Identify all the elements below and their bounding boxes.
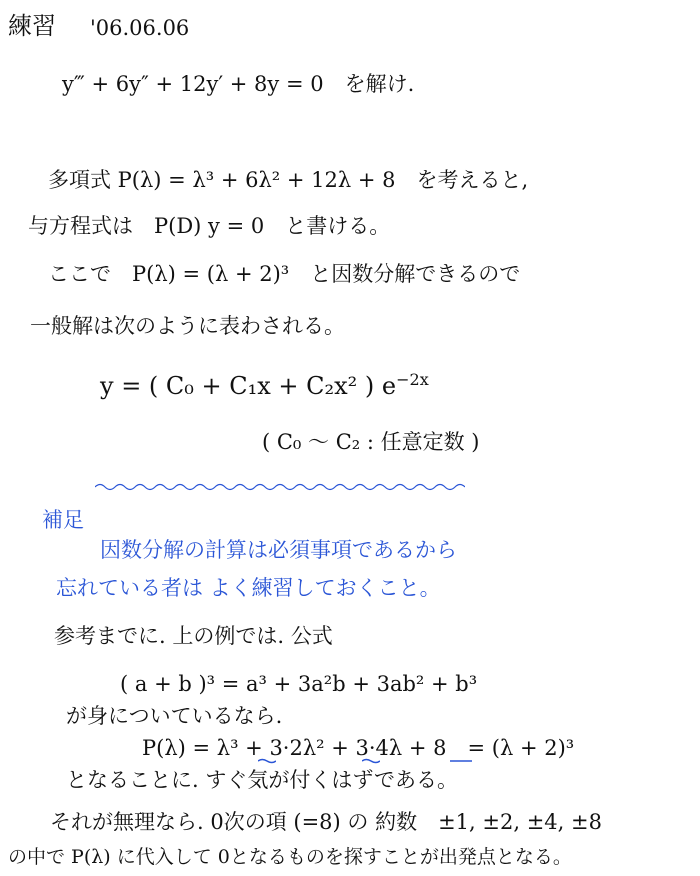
solution-line-1: 多項式 P(λ) = λ³ + 6λ² + 12λ + 8 を考えると, [48,168,529,192]
reference-line-4: それが無理なら. 0次の項 (=8) の 約数 ±1, ±2, ±4, ±8 [50,810,602,834]
general-solution-body: y = ( C₀ + C₁x + C₂x² ) e [100,372,397,400]
reference-expansion: P(λ) = λ³ + 3·2λ² + 3·4λ + 8 = (λ + 2)³ [142,736,575,760]
reference-line-1: 参考までに. 上の例では. 公式 [54,624,333,648]
supplement-line-1: 因数分解の計算は必須事項であるから [100,538,457,562]
underline-coefficient-4 [362,758,380,764]
header-title: 練習 [8,12,56,40]
solution-line-4: 一般解は次のように表わされる。 [30,314,345,338]
reference-line-2: が身についているなら. [66,704,283,728]
supplement-line-2: 忘れている者は よく練習しておくこと。 [56,576,441,600]
header-date: '06.06.06 [90,16,190,40]
reference-line-5: の中で P(λ) に代入して 0となるものを探すことが出発点となる。 [8,846,572,868]
general-solution [100,372,429,398]
reference-formula: ( a + b )³ = a³ + 3a²b + 3ab² + b³ [120,672,478,696]
wavy-divider [95,482,465,492]
general-solution-exponent: −2x [396,370,429,389]
underline-constant-8 [450,758,472,764]
supplement-label: 補足 [42,508,84,532]
problem-statement: y‴ + 6y″ + 12y′ + 8y = 0 を解け. [62,72,415,96]
solution-line-3: ここで P(λ) = (λ + 2)³ と因数分解できるので [48,262,521,286]
reference-line-3: となることに. すぐ気が付くはずである。 [66,768,458,792]
arbitrary-constants: ( C₀ 〜 C₂ : 任意定数 ) [262,430,480,454]
underline-coefficient-2 [258,758,276,764]
solution-line-2: 与方程式は P(D) y = 0 と書ける。 [28,214,391,238]
